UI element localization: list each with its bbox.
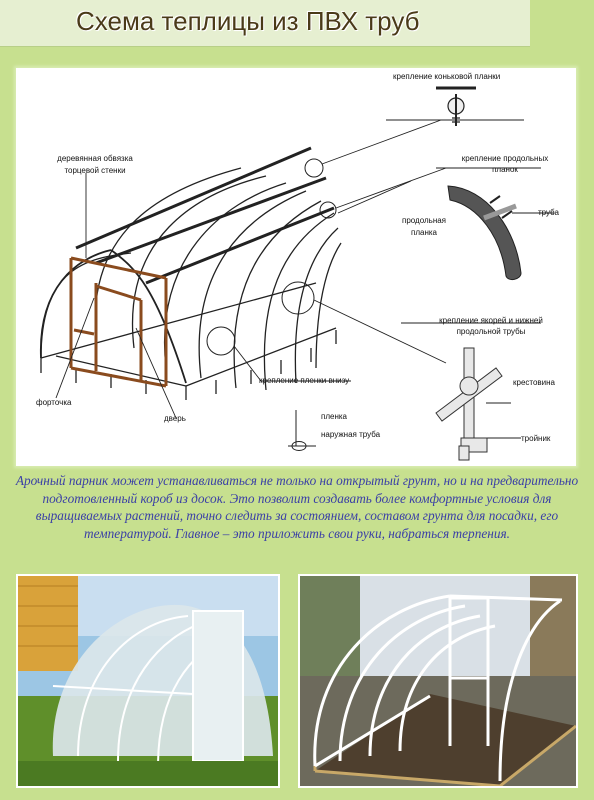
cross-tee-detail (436, 348, 502, 460)
label-longitudinal-bar-line2: планка (411, 228, 437, 237)
label-film: пленка (321, 412, 347, 421)
page-title: Схема теплицы из ПВХ труб (76, 6, 420, 36)
photo-polycarbonate-greenhouse (16, 574, 280, 788)
label-wooden-frame-line2: торцевой стенки (64, 166, 126, 175)
label-longitudinal-bar-line1: продольная (401, 216, 447, 225)
label-door: дверь (164, 414, 186, 423)
label-ridge-mount: крепление коньковой планки (393, 72, 501, 81)
photo-pvc-frame-drawing (300, 576, 576, 786)
label-pipe: труба (538, 208, 559, 217)
label-longitudinal-mount-line1: крепление продольных (461, 154, 549, 163)
label-vent: форточка (36, 398, 72, 407)
label-cross: крестовина (513, 378, 556, 387)
label-anchor-mount-line2: продольной трубы (456, 327, 526, 336)
longitudinal-mount-detail (448, 186, 521, 280)
photo-polycarbonate-drawing (18, 576, 278, 786)
greenhouse-diagram (16, 68, 576, 466)
label-tee: тройник (521, 434, 551, 443)
caption-text: Арочный парник может устанавливаться не только на открытый грунт, но и на предварительно подготовленный короб из досок. Это позволит создавать более комфортные условия для выращиваемых растений, точно следить за состоянием, составом грунта для посадки, его температурой. Главное – это приложить свои руки, набраться терпения. (15, 473, 579, 541)
label-film-mount-bottom: крепление пленки внизу (259, 376, 350, 385)
greenhouse-drawing (16, 68, 576, 466)
label-longitudinal-mount-line2: планок (492, 165, 518, 174)
title-bar (0, 0, 530, 47)
label-outer-pipe: наружная труба (321, 430, 381, 439)
label-anchor-mount-line1: крепление якорей и нижней (439, 316, 543, 325)
label-wooden-frame-line1: деревянная обвязка (57, 154, 133, 163)
film-mount-detail (288, 410, 316, 451)
photo-pvc-frame-greenhouse (298, 574, 578, 788)
